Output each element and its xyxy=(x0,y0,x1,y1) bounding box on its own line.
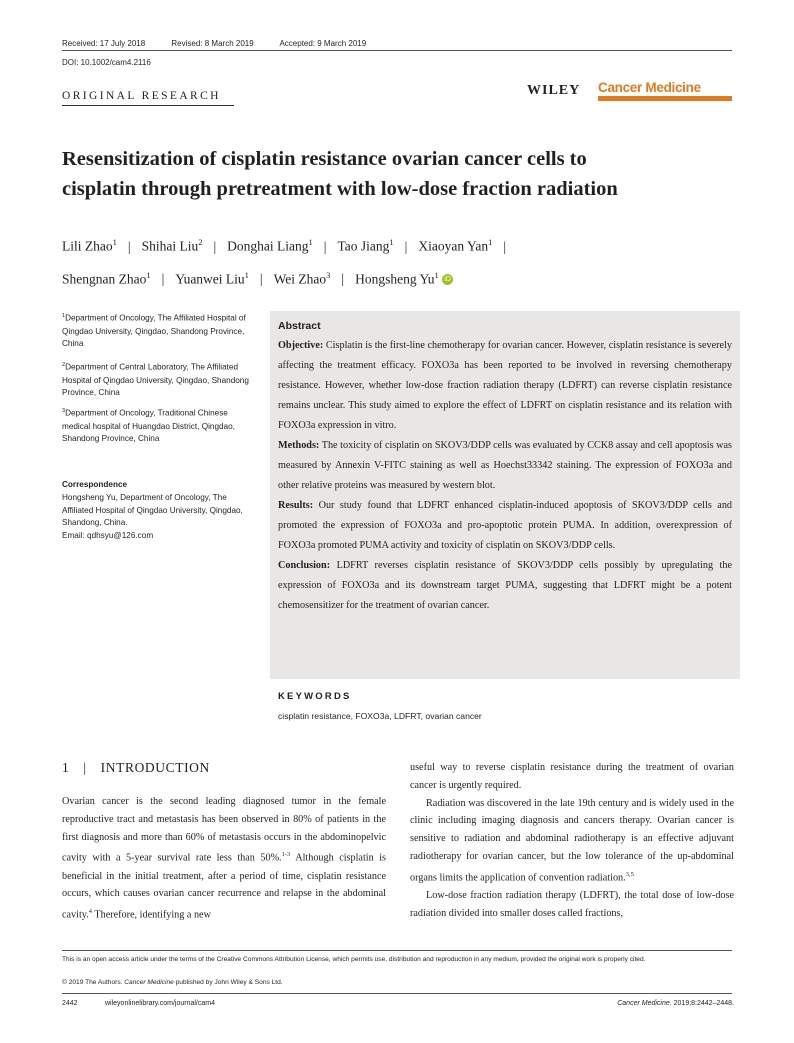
footer-rule-2 xyxy=(62,993,732,994)
section-tag-rule xyxy=(62,105,234,106)
copyright-note: © 2019 The Authors. Cancer Medicine published by John Wiley & Sons Ltd. xyxy=(62,979,283,986)
citation-ref[interactable]: 3,5 xyxy=(625,870,634,878)
author-name[interactable]: Lili Zhao xyxy=(62,238,113,254)
revised-date: Revised: 8 March 2019 xyxy=(171,39,254,48)
journal-logo-bar xyxy=(598,96,732,101)
title-line-1: Resensitization of cisplatin resistance ovarian cancer cells to xyxy=(62,148,587,170)
correspondence xyxy=(62,479,252,543)
orcid-icon[interactable]: iD xyxy=(442,274,453,285)
title-line-2: cisplatin through pretreatment with low-dose fraction radiation xyxy=(62,178,618,200)
intro-heading: 1 | INTRODUCTION xyxy=(62,760,210,775)
intro-paragraph: useful way to reverse cisplatin resistance during the treatment of ovarian cancer is urgently required. xyxy=(410,762,734,791)
abstract-box xyxy=(270,311,740,679)
intro-paragraph: Radiation was discovered in the late 19th century and is widely used in the clinic including imaging diagnosis and cancers therapy. Ovarian cancer is sensitive to radiation and abdominal radiotherapy is an effective adjuvant radiotherapy for ovarian cancer, but the low tolerance of the up-abdominal organs limits the application of convention radiation.$^{3,5}$ xyxy=(410,797,734,884)
wiley-logo: WILEY xyxy=(527,83,581,98)
abstract-results: Results: Our study found that LDFRT enhanced cisplatin-induced apoptosis of SKOV3/DDP cells and promoted the expression of FOXO3a and pro-apoptotic protein PUMA. In addition, overexpression of FOXO3a promoted PUMA activity and toxicity of cisplatin on SKOV3/DDP cells. xyxy=(278,500,733,551)
intro-paragraph: Low-dose fraction radiation therapy (LDFRT), the total dose of low-dose radiation divided into smaller doses called fractions, xyxy=(410,889,734,919)
abstract-heading: Abstract xyxy=(278,320,321,332)
affiliation-1: $^1$Department of Oncology, The Affiliated Hospital of Qingdao University, Qingdao, Shandong Province, China xyxy=(62,313,246,349)
license-note: This is an open access article under the terms of the Creative Commons Attribution License, which permits use, distribution and reproduction in any medium, provided the original work is properly cited. xyxy=(62,956,646,963)
author-affil-sup: 1 xyxy=(434,269,439,280)
author-name[interactable]: Shihai Liu xyxy=(141,238,199,254)
author-name[interactable]: Wei Zhao xyxy=(273,271,327,286)
journal-logo: Cancer Medicine xyxy=(598,80,701,95)
intro-right-column xyxy=(410,759,734,923)
author-name[interactable]: Yuanwei Liu xyxy=(175,271,245,286)
doi-link[interactable]: DOI: 10.1002/cam4.2116 xyxy=(62,58,151,67)
correspondence-text: Hongsheng Yu, Department of Oncology, The Affiliated Hospital of Qingdao University, Qingdao, Shandong, China. xyxy=(62,492,243,528)
author-line-2: Shengnan Zhao$^1$ | Yuanwei Liu$^1$ | Wei Zhao$^3$ | Hongsheng Yu$^1$ iD xyxy=(62,261,742,294)
citation-ref[interactable]: 4 xyxy=(88,908,93,916)
correspondence-heading: Correspondence xyxy=(62,480,128,489)
article-dates xyxy=(62,39,390,48)
header-rule xyxy=(62,50,732,51)
section-tag: ORIGINAL RESEARCH xyxy=(62,90,221,102)
keywords-list: cisplatin resistance, FOXO3a, LDFRT, ovarian cancer xyxy=(278,711,482,721)
author-affil-sup: 1 xyxy=(244,269,249,280)
journal-site-link[interactable]: wileyonlinelibrary.com/journal/cam4 xyxy=(105,1000,215,1007)
author-name[interactable]: Hongsheng Yu xyxy=(355,271,435,286)
author-list xyxy=(62,228,742,293)
citation-ref[interactable]: 1-3 xyxy=(281,851,291,859)
author-name[interactable]: Shengnan Zhao xyxy=(62,271,147,286)
keywords-heading: KEYWORDS xyxy=(278,691,352,702)
accepted-date: Accepted: 9 March 2019 xyxy=(279,39,367,48)
intro-left-column xyxy=(62,793,386,924)
abstract-objective: Objective: Cisplatin is the first-line chemotherapy for ovarian cancer. However, cisplatin resistance is severely affecting the treatment efficacy. FOXO3a has been reported to be involved in reversing chemotherapy resistance. However, whether low-dose fraction radiation therapy (LDFRT) can reverse cisplatin resistance remains unclear. This study aimed to explore the effect of LDFRT on cisplatin resistance and its relation with FOXO3a expression in vitro. xyxy=(278,340,732,431)
abstract-methods: Methods: The toxicity of cisplatin on SKOV3/DDP cells was evaluated by CCK8 assay and cell apoptosis was measured by Annexin V-FITC staining as well as Hoechst33342 staining. The expression of FOXO3a and other relative proteins was measured by western blot. xyxy=(278,440,732,491)
author-affil-sup: 1 xyxy=(112,237,117,247)
affiliation-3: $^3$Department of Oncology, Traditional Chinese medical hospital of Huangdao District, Qingdao, Shandong Province, China xyxy=(62,408,235,444)
article-title xyxy=(62,144,742,204)
page-number: 2442 xyxy=(62,1000,78,1007)
author-name[interactable]: Tao Jiang xyxy=(337,238,390,254)
author-affil-sup: 1 xyxy=(146,269,151,280)
author-name[interactable]: Donghai Liang xyxy=(227,238,309,254)
author-affil-sup: 1 xyxy=(308,237,313,247)
author-line-1: Lili Zhao$^1$ | Shihai Liu$^2$ | Donghai Liang$^1$ | Tao Jiang$^1$ | Xiaoyan Yan$^1$ | xyxy=(62,237,507,254)
affiliation-2: $^2$Department of Central Laboratory, The Affiliated Hospital of Qingdao University, Qingdao, Shandong Province, China xyxy=(62,362,249,398)
journal-citation: Cancer Medicine. 2019;8:2442–2448. xyxy=(617,1000,734,1007)
author-name[interactable]: Xiaoyan Yan xyxy=(418,238,489,254)
abstract-conclusion: Conclusion: LDFRT reverses cisplatin resistance of SKOV3/DDP cells possibly by upregulating the expression of FOXO3a and its downstream target PUMA, suggesting that LDFRT might be a potent chemosensitizer for the treatment of ovarian cancer. xyxy=(278,560,732,611)
author-affil-sup: 1 xyxy=(488,237,493,247)
author-affil-sup: 3 xyxy=(326,269,331,280)
footer-rule xyxy=(62,950,732,951)
received-date: Received: 17 July 2018 xyxy=(62,39,146,48)
author-affil-sup: 1 xyxy=(389,237,394,247)
correspondence-email[interactable]: Email: qdhsyu@126.com xyxy=(62,531,154,541)
intro-paragraph: Ovarian cancer is the second leading diagnosed tumor in the female reproductive tract and metastasis has been observed in 80% of patients in the first diagnosis and more than 60% of metastasis occurs in the abdominopelvic cavity with a 5-year survival rate less than 50%.$^{1-3}$ Although cisplatin is beneficial in the initial treatment, after a period of time, cisplatin resistance occurs, which causes ovarian cancer recurrence and relapse in the abdominal cavity.$^4$ Therefore, identifying a new xyxy=(62,796,386,921)
author-affil-sup: 2 xyxy=(198,237,203,247)
